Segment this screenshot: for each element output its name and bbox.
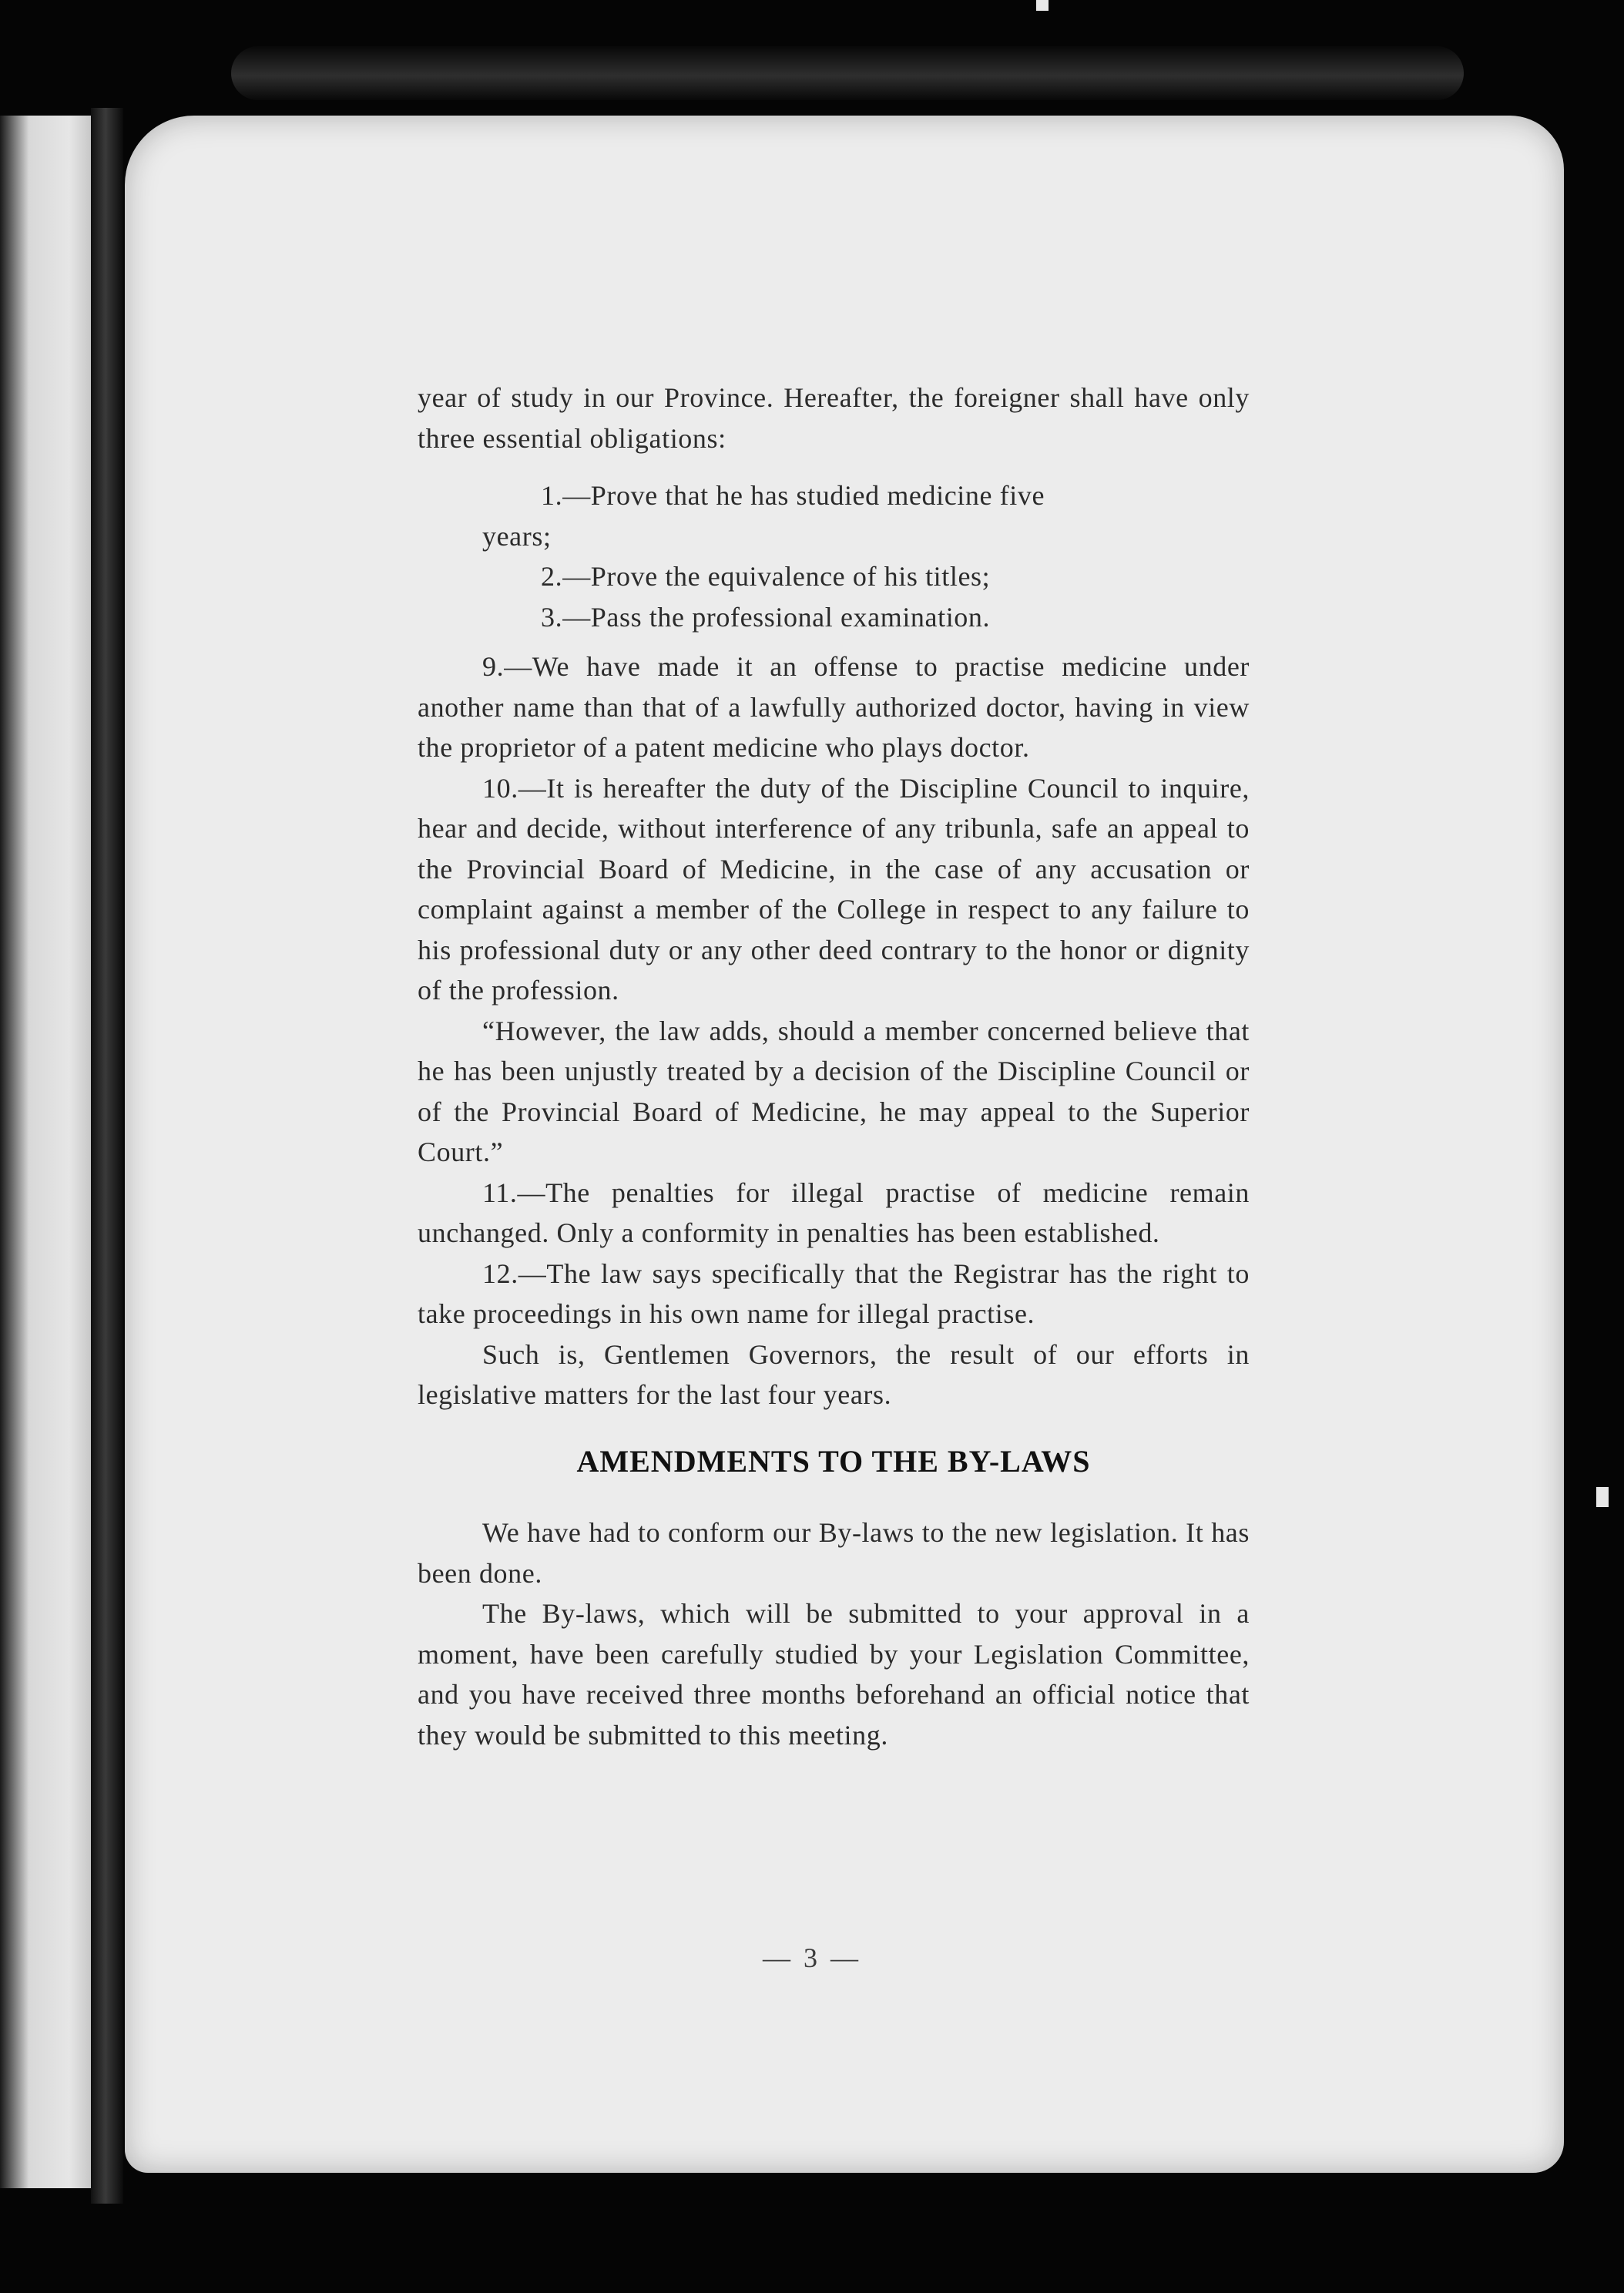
list-item: 3.—Pass the professional examination. xyxy=(541,601,991,633)
paragraph: year of study in our Province. Hereafter, the foreigner shall have only three essential obligations: xyxy=(418,382,1250,454)
page-text xyxy=(418,378,1250,1755)
list-item: 1.—Prove that he has studied medicine five xyxy=(541,480,1045,511)
page-number: — 3 — xyxy=(763,1942,861,1973)
paragraph: We have had to conform our By-laws to the new legislation. It has been done. xyxy=(418,1517,1250,1589)
section-heading: AMENDMENTS TO THE BY-LAWS xyxy=(576,1443,1091,1479)
list-item-continuation: years; xyxy=(482,520,552,552)
paragraph: Such is, Gentlemen Governors, the result of our efforts in legislative matters for the last four years. xyxy=(418,1338,1250,1410)
paragraph: 9.—We have made it an offense to practise medicine under another name than that of a lawfully authorized doctor, having in view the proprietor of a patent medicine who plays doctor. xyxy=(418,651,1250,763)
paragraph: 10.—It is hereafter the duty of the Discipline Council to inquire, hear and decide, without interference of any tribunla, safe an appeal to the Provincial Board of Medicine, in the case of any accusation or complaint against a member of the College in respect to any failure to his professional duty or any other deed contrary to the honor or dignity of the profession. xyxy=(418,772,1250,1005)
paragraph: The By-laws, which will be submitted to your approval in a moment, have been carefully studied by your Legislation Committee, and you have received three months beforehand an official notice that they would be submitted to this meeting. xyxy=(418,1598,1250,1751)
scan-artifact-mark xyxy=(1036,0,1049,11)
scan-artifact-mark xyxy=(1596,1487,1609,1507)
list-item: 2.—Prove the equivalence of his titles; xyxy=(541,561,991,592)
scan-top-edge xyxy=(231,46,1464,100)
paragraph: 11.—The penalties for illegal practise of medicine remain unchanged. Only a conformity in penalties has been established. xyxy=(418,1177,1250,1248)
paragraph: “However, the law adds, should a member concerned believe that he has been unjustly treated by a decision of the Discipline Council or of the Provincial Board of Medicine, he may appeal to the Superior Court.” xyxy=(418,1015,1250,1167)
book-spine xyxy=(91,108,123,2204)
paragraph: 12.—The law says specifically that the Registrar has the right to take proceedings in his own name for illegal practise. xyxy=(418,1257,1250,1329)
